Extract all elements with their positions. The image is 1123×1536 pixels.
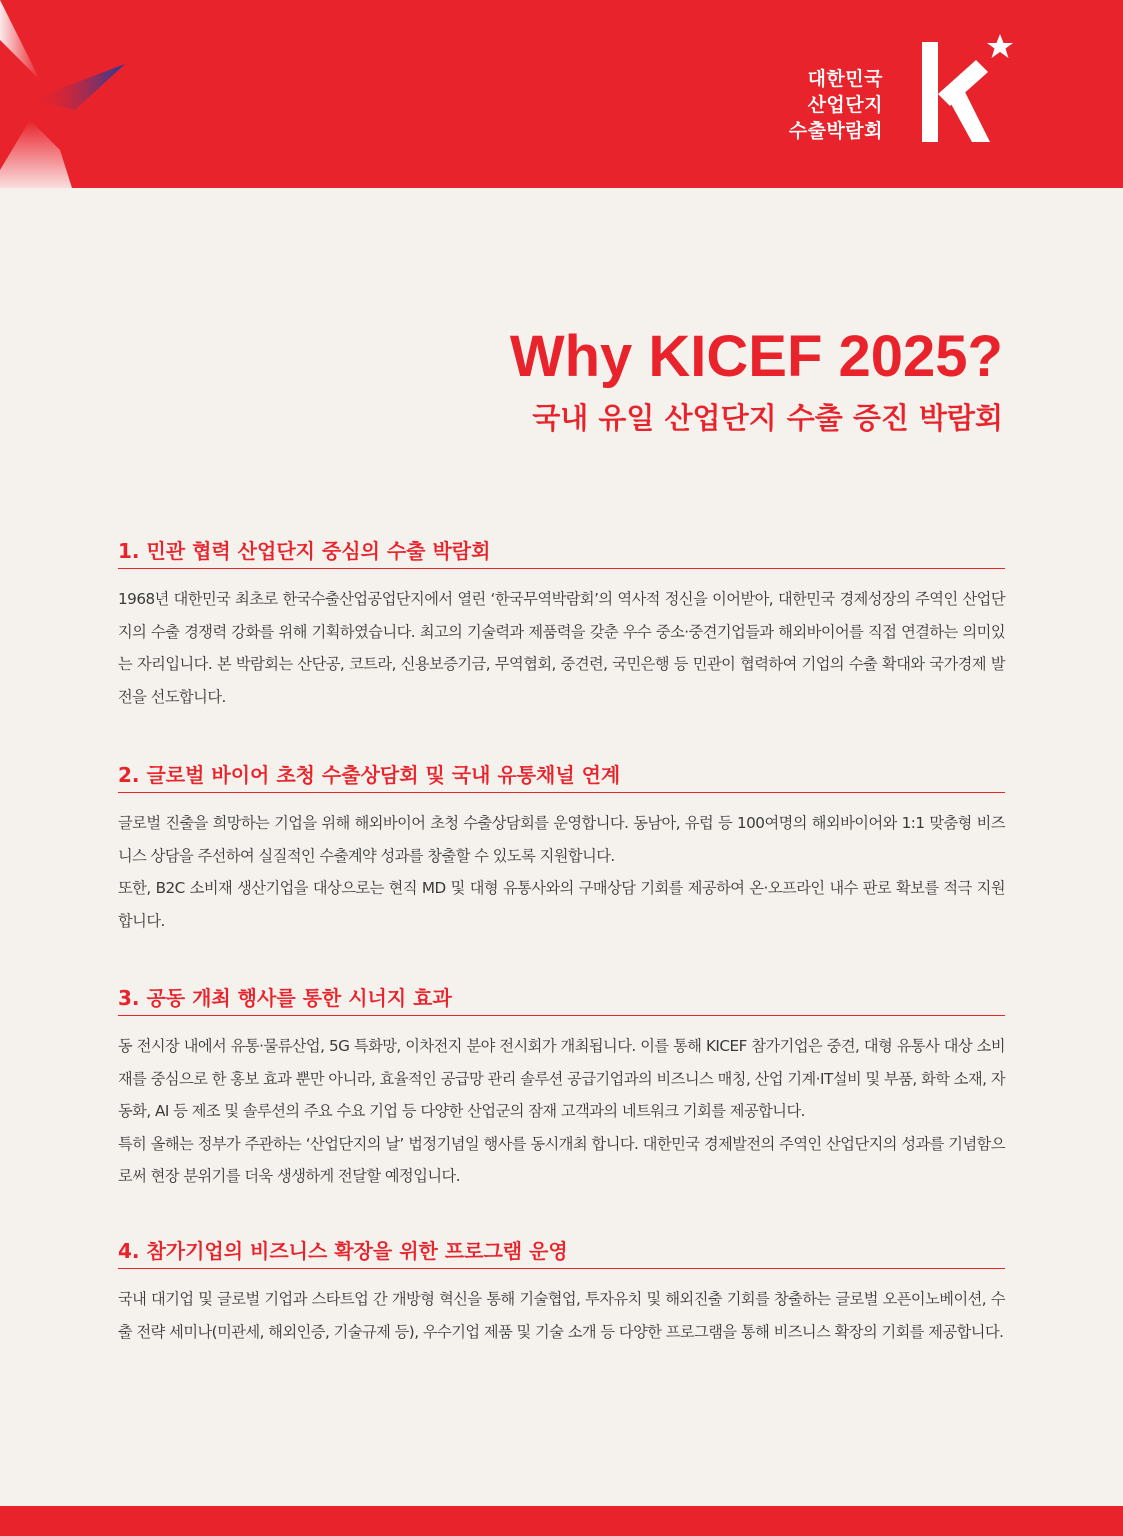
brand-wordmark <box>789 66 883 144</box>
footer-bar <box>0 1506 1123 1536</box>
title-block <box>510 322 1003 438</box>
header-banner <box>0 0 1123 188</box>
section-2 <box>118 760 1005 937</box>
decorative-streak-icon <box>0 0 180 188</box>
section-heading: 2. 글로벌 바이어 초청 수출상담회 및 국내 유통채널 연계 <box>118 760 1005 793</box>
section-3 <box>118 983 1005 1193</box>
section-body <box>118 583 1005 713</box>
section-heading: 3. 공동 개최 행사를 통한 시너지 효과 <box>118 983 1005 1016</box>
k-star-logo-icon <box>916 32 1026 147</box>
section-paragraph: 글로벌 진출을 희망하는 기업을 위해 해외바이어 초청 수출상담회를 운영합니다. 동남아, 유럽 등 100여명의 해외바이어와 1:1 맞춤형 비즈니스 상담을 주선하여 실질적인 수출계약 성과를 창출할 수 있도록 지원합니다. <box>118 814 1005 865</box>
section-1 <box>118 536 1005 713</box>
section-paragraph: 또한, B2C 소비재 생산기업을 대상으로는 현직 MD 및 대형 유통사와의 구매상담 기회를 제공하여 온·오프라인 내수 판로 확보를 적극 지원합니다. <box>118 879 1005 930</box>
page-title: Why KICEF 2025? <box>509 324 1003 389</box>
section-paragraph: 국내 대기업 및 글로벌 기업과 스타트업 간 개방형 혁신을 통해 기술협업, 투자유치 및 해외진출 기회를 창출하는 글로벌 오픈이노베이션, 수출 전략 세미나(미관세, 해외인증, 기술규제 등), 우수기업 제품 및 기술 소개 등 다양한 프로그램을 통해 비즈니스 확장의 기회를 제공합니다. <box>118 1290 1005 1341</box>
section-4 <box>118 1236 1005 1348</box>
section-paragraph: 특히 올해는 정부가 주관하는 ‘산업단지의 날’ 법정기념일 행사를 동시개최 합니다. 대한민국 경제발전의 주역인 산업단지의 성과를 기념함으로써 현장 분위기를 더욱 생생하게 전달할 예정입니다. <box>118 1134 1005 1185</box>
section-heading: 1. 민관 협력 산업단지 중심의 수출 박람회 <box>118 536 1005 569</box>
section-body <box>118 1283 1005 1348</box>
section-paragraph: 동 전시장 내에서 유통·물류산업, 5G 특화망, 이차전지 분야 전시회가 개최됩니다. 이를 통해 KICEF 참가기업은 중견, 대형 유통사 대상 소비재를 중심으로 한 홍보 효과 뿐만 아니라, 효율적인 공급망 관리 솔루션 공급기업과의 비즈니스 매칭, 산업 기계·IT설비 및 부품, 화학 소재, 자동화, AI 등 제조 및 솔루션의 주요 수요 기업 등 다양한 산업군의 잠재 고객과의 네트워크 기회를 제공합니다. <box>118 1037 1005 1120</box>
brand-line-2: 산업단지 <box>807 94 883 116</box>
section-body <box>118 1030 1005 1193</box>
section-heading: 4. 참가기업의 비즈니스 확장을 위한 프로그램 운영 <box>118 1236 1005 1269</box>
section-paragraph: 1968년 대한민국 최초로 한국수출산업공업단지에서 열린 ‘한국무역박람회’의 역사적 정신을 이어받아, 대한민국 경제성장의 주역인 산업단지의 수출 경쟁력 강화를 위해 기획하였습니다. 최고의 기술력과 제품력을 갖춘 우수 중소·중견기업들과 해외바이어를 직접 연결하는 의미있는 자리입니다. 본 박람회는 산단공, 코트라, 신용보증기금, 무역협회, 중견련, 국민은행 등 민관이 협력하여 기업의 수출 확대와 국가경제 발전을 선도합니다. <box>118 590 1005 706</box>
page-subtitle: 국내 유일 산업단지 수출 증진 박람회 <box>532 401 1003 435</box>
brand-line-1: 대한민국 <box>807 68 883 90</box>
section-body <box>118 807 1005 937</box>
brand-line-3: 수출박람회 <box>788 120 883 142</box>
